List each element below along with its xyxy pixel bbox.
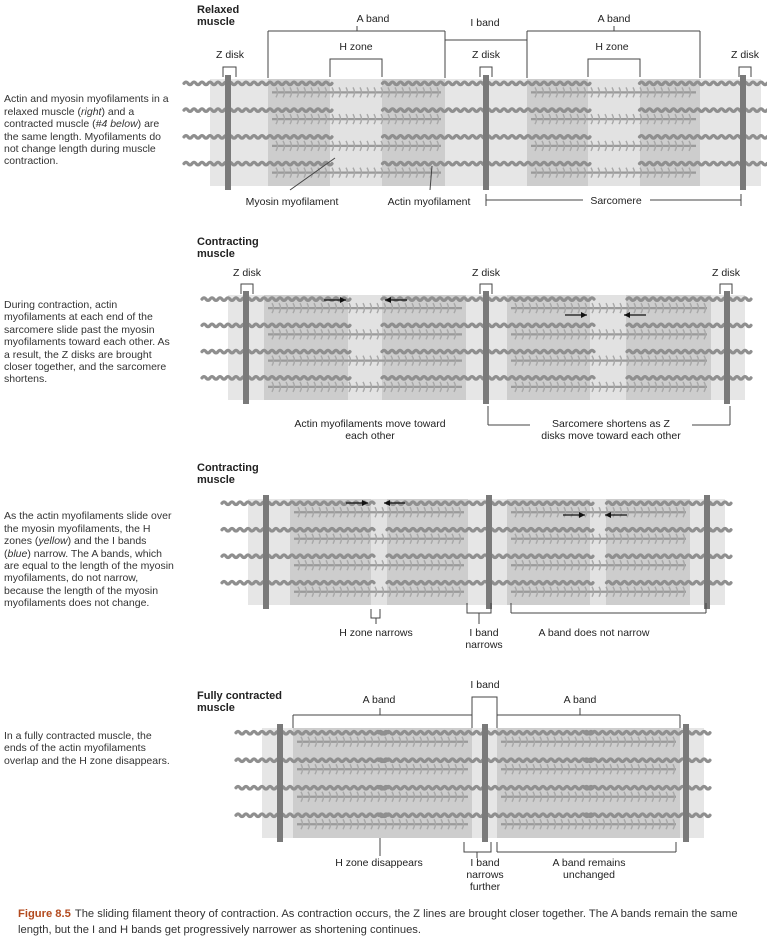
stage-title-fully-contracted: Fully contracted muscle bbox=[197, 690, 282, 714]
label-myosin-myofilament: Myosin myofilament bbox=[245, 196, 339, 208]
contracting2-h-zone-left bbox=[371, 499, 387, 605]
contracting1-actin bbox=[382, 324, 486, 327]
contracting1-z-disk-right bbox=[724, 291, 730, 404]
side-note-1-text-c: ) are the same length. Myofilaments do not change length during muscle contraction. bbox=[4, 118, 161, 168]
relaxed-actin bbox=[640, 162, 744, 165]
label-actin-myofilament: Actin myofilament bbox=[387, 196, 471, 208]
side-note-4: In a fully contracted muscle, the ends of the actin myofilaments overlap and the H zone disappears. bbox=[4, 730, 170, 767]
full-actin-outer-right bbox=[686, 759, 710, 762]
contracting2-z-disk-right bbox=[704, 495, 710, 609]
full-z-disk-right bbox=[683, 724, 689, 842]
relaxed-actin-outer-right bbox=[743, 136, 767, 139]
stage-title-relaxed: Relaxed muscle bbox=[197, 4, 240, 28]
bracket-i-band-further bbox=[464, 842, 491, 852]
relaxed-actin bbox=[640, 82, 744, 85]
relaxed-actin bbox=[383, 82, 487, 85]
label-h-zone-left: H zone bbox=[339, 41, 373, 53]
stage-title-contracting-1: Contracting muscle bbox=[197, 236, 259, 260]
contracting1-actin-outer-right bbox=[727, 377, 751, 380]
contracting1-actin-outer-right bbox=[727, 298, 751, 301]
side-note-3-text-a: As the actin myofilaments slide over the myosin myofilaments, the H zones ( bbox=[4, 510, 172, 548]
contracting2-actin-outer-right bbox=[707, 581, 731, 584]
side-note-3-text-b: ) and the I bands ( bbox=[4, 535, 147, 560]
label-a-band-right: A band bbox=[597, 13, 631, 25]
contracting2-actin bbox=[489, 528, 593, 531]
full-actin-outer-right bbox=[686, 814, 710, 817]
relaxed-actin bbox=[383, 109, 487, 112]
full-z-disk-mid bbox=[482, 724, 488, 842]
full-actin-outer-right bbox=[686, 731, 710, 734]
contracting2-z-disk-mid bbox=[486, 495, 492, 609]
full-actin-outer-right bbox=[686, 786, 710, 789]
contracting1-actin-outer-right bbox=[727, 324, 751, 327]
label-i-band-narrows-further: I band narrows further bbox=[466, 857, 504, 893]
contracting2-actin-outer-right bbox=[707, 555, 731, 558]
relaxed-z-disk-mid bbox=[483, 75, 489, 190]
figure-number: Figure 8.5 bbox=[18, 908, 71, 920]
relaxed-actin bbox=[486, 109, 590, 112]
bracket-h-zone-right bbox=[588, 59, 640, 77]
full-a-band-left bbox=[293, 728, 472, 838]
label-i-band: I band bbox=[470, 17, 500, 29]
contracting1-actin bbox=[246, 350, 350, 353]
bracket-h-zone-left bbox=[330, 59, 382, 77]
relaxed-actin bbox=[486, 136, 590, 139]
relaxed-actin bbox=[228, 82, 332, 85]
relaxed-actin bbox=[228, 136, 332, 139]
contracting2-actin bbox=[607, 581, 711, 584]
side-note-1-text-b: ) and a contracted muscle ( bbox=[4, 105, 135, 131]
relaxed-actin bbox=[228, 162, 332, 165]
label-h-zone-narrows: H zone narrows bbox=[339, 627, 413, 639]
label-sarcomere-shortens: Sarcomere shortens as Z disks move toward each other bbox=[541, 418, 681, 442]
relaxed-actin-outer-right bbox=[743, 162, 767, 165]
relaxed-z-disk-right bbox=[740, 75, 746, 190]
relaxed-actin bbox=[383, 162, 487, 165]
label-sarcomere: Sarcomere bbox=[590, 195, 642, 207]
label-h-zone-disappears: H zone disappears bbox=[335, 857, 423, 869]
bracket-i-band-full bbox=[472, 697, 497, 715]
side-note-3-text-c: ) narrow. The A bands, which are equal to the length of the myosin myofilaments, do not narrow, because the length of the myosin myofilaments does not change. bbox=[4, 547, 174, 610]
full-actin bbox=[585, 759, 689, 762]
figure-caption bbox=[18, 906, 758, 938]
side-note-3-emph-yellow: yellow bbox=[38, 535, 68, 548]
side-note-2: During contraction, actin myofilaments at each end of the sarcomere slide past the myosin myofilaments toward each other. As a result, the Z disks are brought closer together, and the sarcomere shortens. bbox=[4, 299, 170, 386]
contracting2-actin bbox=[387, 555, 491, 558]
contracting1-actin-outer-right bbox=[727, 350, 751, 353]
label-z-disk-mid-2: Z disk bbox=[471, 267, 501, 279]
relaxed-actin bbox=[486, 162, 590, 165]
contracting1-z-disk-left bbox=[243, 291, 249, 404]
side-note-3-emph-blue: blue bbox=[7, 547, 28, 560]
relaxed-actin bbox=[486, 82, 590, 85]
side-note-1-emph-right: right bbox=[81, 105, 102, 118]
contracting2-actin bbox=[489, 581, 593, 584]
contracting2-actin bbox=[607, 502, 711, 505]
label-i-band-narrows: I band narrows bbox=[465, 627, 503, 651]
label-i-band-full: I band bbox=[470, 679, 500, 691]
label-z-disk-right: Z disk bbox=[730, 49, 760, 61]
contracting2-z-disk-left bbox=[263, 495, 269, 609]
contracting1-actin bbox=[246, 324, 350, 327]
stage-title-contracting-2: Contracting muscle bbox=[197, 462, 259, 486]
label-a-band-left: A band bbox=[356, 13, 390, 25]
label-a-band-left-full: A band bbox=[362, 694, 396, 706]
label-z-disk-mid: Z disk bbox=[471, 49, 501, 61]
relaxed-actin bbox=[228, 109, 332, 112]
contracting2-actin bbox=[607, 555, 711, 558]
contracting1-actin bbox=[246, 377, 350, 380]
full-actin bbox=[585, 731, 689, 734]
relaxed-h-zone-right bbox=[588, 79, 640, 186]
figure-caption-text: The sliding filament theory of contraction. As contraction occurs, the Z lines are brought closer together. The A bands remain the same length, but the I and H bands get progressively narrower as shortening continues. bbox=[18, 908, 738, 936]
label-a-band-right-full: A band bbox=[563, 694, 597, 706]
contracting2-actin bbox=[489, 502, 593, 505]
label-z-disk-left: Z disk bbox=[215, 49, 245, 61]
relaxed-actin-outer-right bbox=[743, 82, 767, 85]
bracket-h-zone-narrows bbox=[371, 609, 380, 618]
side-note-1-emph-below: #4 below bbox=[95, 118, 138, 131]
contracting2-actin-outer-right bbox=[707, 528, 731, 531]
label-z-disk-right-2: Z disk bbox=[711, 267, 741, 279]
contracting2-actin bbox=[607, 528, 711, 531]
label-h-zone-right: H zone bbox=[595, 41, 629, 53]
relaxed-z-disk-left bbox=[225, 75, 231, 190]
relaxed-actin bbox=[383, 136, 487, 139]
relaxed-actin bbox=[640, 136, 744, 139]
label-a-band-remains: A band remains unchanged bbox=[552, 857, 626, 881]
full-z-disk-left bbox=[277, 724, 283, 842]
label-actin-move-toward: Actin myofilaments move toward each other bbox=[294, 418, 446, 442]
contracting2-actin bbox=[387, 528, 491, 531]
relaxed-actin bbox=[640, 109, 744, 112]
contracting2-actin bbox=[489, 555, 593, 558]
contracting1-actin bbox=[382, 350, 486, 353]
contracting1-actin bbox=[382, 377, 486, 380]
contracting1-h-zone-left bbox=[348, 295, 382, 400]
full-actin bbox=[585, 814, 689, 817]
contracting1-z-disk-mid bbox=[483, 291, 489, 404]
relaxed-h-zone-left bbox=[330, 79, 382, 186]
contracting2-actin bbox=[387, 581, 491, 584]
label-z-disk-left-2: Z disk bbox=[232, 267, 262, 279]
full-actin bbox=[585, 786, 689, 789]
relaxed-actin-outer-right bbox=[743, 109, 767, 112]
side-note-1-text-a: Actin and myosin myofilaments in a relaxed muscle ( bbox=[4, 93, 169, 118]
label-a-band-not-narrow: A band does not narrow bbox=[538, 627, 650, 639]
contracting2-actin-outer-right bbox=[707, 502, 731, 505]
